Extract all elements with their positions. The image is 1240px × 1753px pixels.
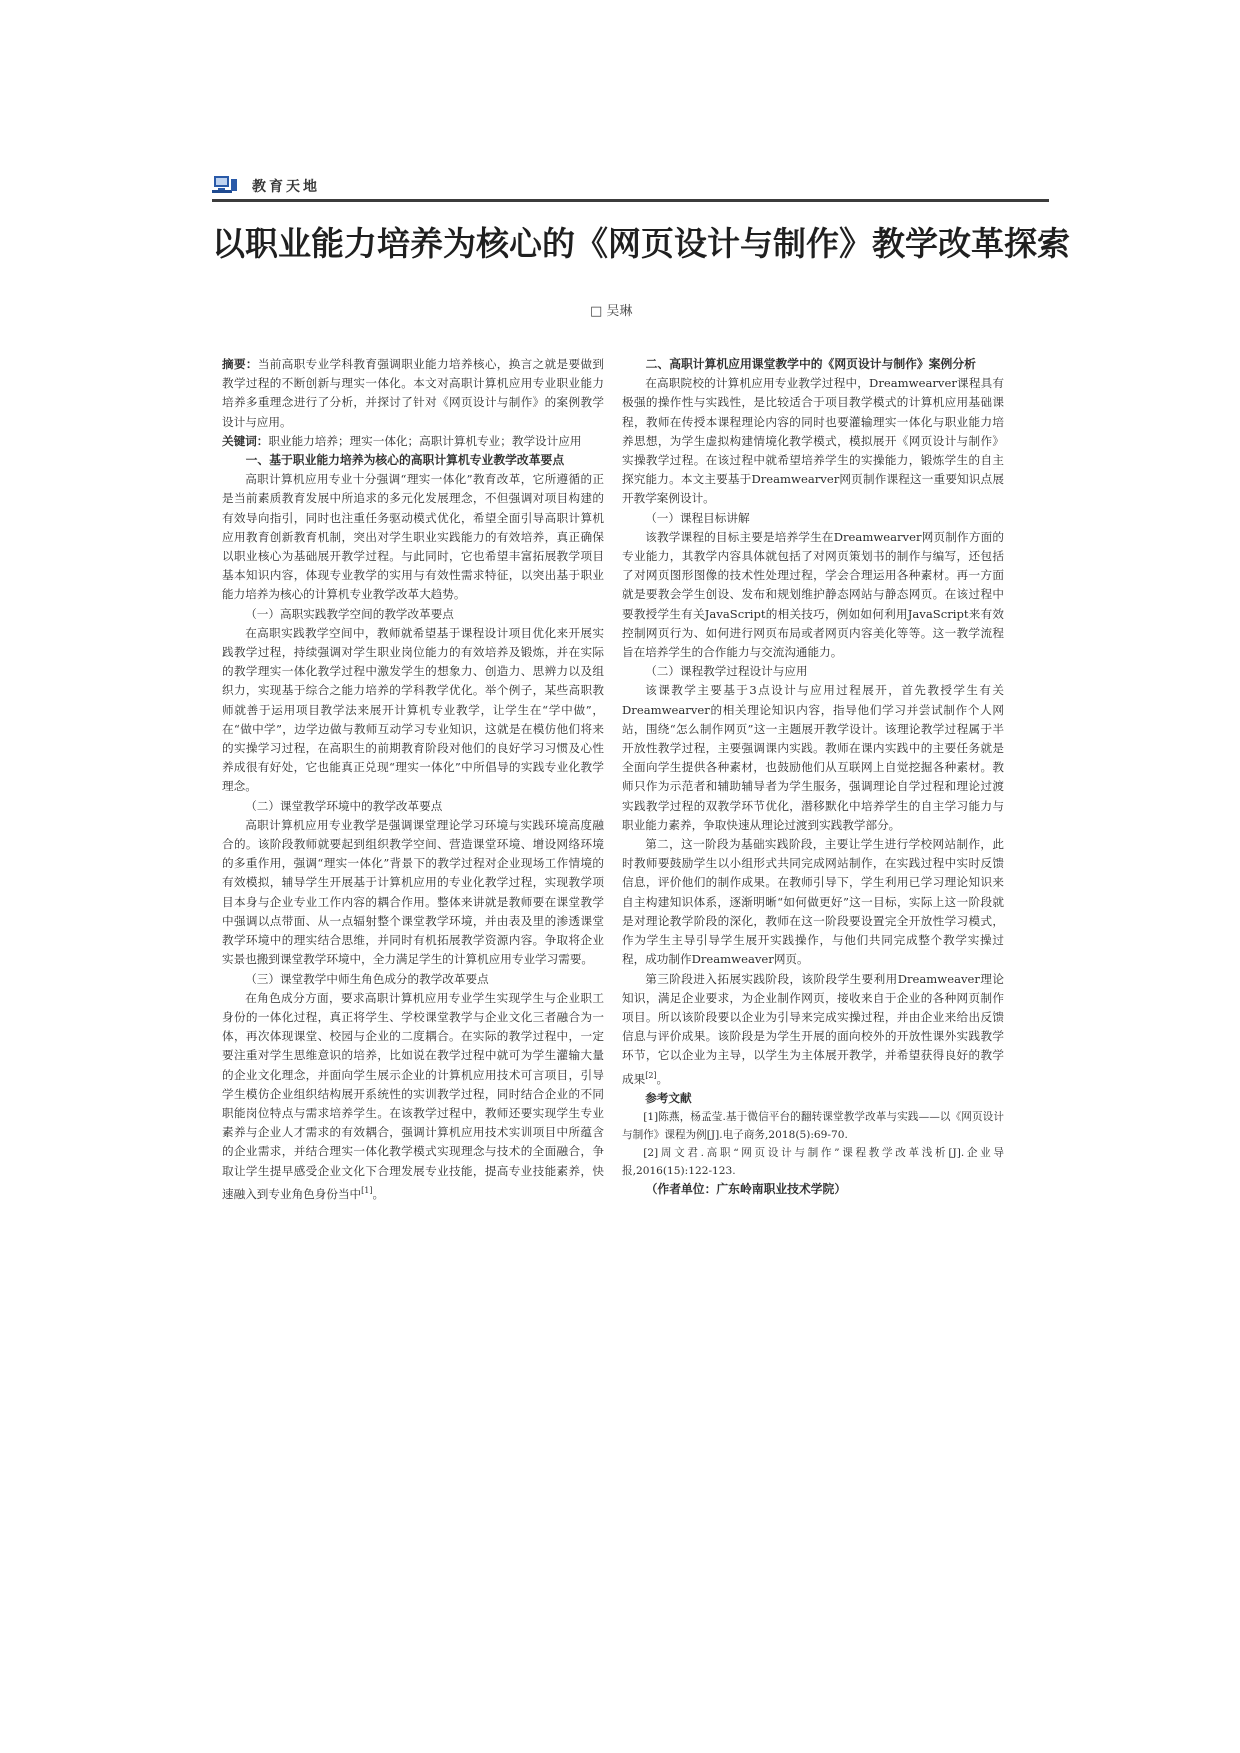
right-column: [622, 355, 1004, 1199]
paragraph: 高职计算机应用专业十分强调“理实一体化”教育改革，它所遵循的正是当前素质教育发展中所追求的多元化发展理念，不但强调对项目构建的有效导向指引，同时也注重任务驱动模式优化，希望全面引导高职计算机应用教育创新教育机制，突出对学生职业实践能力的有效培养，真正确保以职业核心为基础展开教学过程。与此同时，它也希望丰富拓展教学项目基本知识内容，体现专业教学的实用与有效性需求特征，以突出基于职业能力培养为核心的计算机专业教学改革大趋势。: [222, 472, 604, 602]
author: □ 吴琳: [590, 304, 633, 319]
keywords: [222, 432, 604, 451]
paragraph: 第二，这一阶段为基础实践阶段，主要让学生进行学校网站制作，此时教师要鼓励学生以小组形式共同完成网站制作，在实践过程中实时反馈信息，评价他们的制作成果。在教师引导下，学生利用已学习理论知识来自主构建知识体系，逐渐明晰“如何做更好”这一目标，实际上这一阶段就是对理论教学阶段的深化，教师在这一阶段要设置完全开放性学习模式，作为学生主导引导学生展开实践操作，与他们共同完成整个教学实操过程，成功制作Dreamweaver网页。: [622, 837, 1004, 967]
subheading: （二）课堂教学环境中的教学改革要点: [245, 798, 443, 813]
section-label: 教育天地: [252, 179, 320, 195]
references-title: 参考文献: [645, 1090, 692, 1105]
paragraph: 在高职院校的计算机应用专业教学过程中，Dreamwearver课程具有极强的操作性与实践性，是比较适合于项目教学模式的计算机应用基础课程，教师在传授本课程理论内容的同时也要灌输理实一体化与职业能力培养思想，为学生虚拟构建情境化教学模式，模拟展开《网页设计与制作》实操教学过程。在该过程中就希望培养学生的实操能力，锻炼学生的自主探究能力。本文主要基于Dreamwearver网页制作课程这一重要知识点展开教学案例设计。: [622, 376, 1004, 506]
paragraph: 该课教学主要基于3点设计与应用过程展开，首先教授学生有关Dreamwearver的相关理论知识内容，指导他们学习并尝试制作个人网站，围绕“怎么制作网页”这一主题展开教学设计。该理论教学过程属于半开放性教学过程，主要强调课内实践。教师在课内实践中的主要任务就是全面向学生提供各种素材，也鼓励他们从互联网上自觉挖掘各种素材。教师只作为示范者和辅助辅导者为学生服务，强调理论自学过程和理论过渡实践教学过程的双教学环节优化，潜移默化中培养学生的自主学习能力与职业能力素养，争取快速从理论过渡到实践教学部分。: [622, 683, 1004, 832]
abstract-label: 摘要：: [222, 357, 258, 371]
citation: [1]: [361, 1185, 373, 1195]
paragraph: 该教学课程的目标主要是培养学生在Dreamwearver网页制作方面的专业能力，其教学内容具体就包括了对网页策划书的制作与编写，还包括了对网页图形图像的技术性处理过程，学会合理运用各种素材。再一方面就是要教会学生创设、发布和规划维护静态网站与静态网页。在该过程中要教授学生有关JavaScript的相关技巧，例如如何利用JavaScript来有效控制网页行为、如何进行网页布局或者网页内容美化等等。这一教学流程旨在培养学生的合作能力与交流沟通能力。: [622, 529, 1004, 660]
computer-icon: [212, 175, 238, 195]
heading-section-1: 一、基于职业能力培养为核心的高职计算机专业教学改革要点: [245, 453, 565, 468]
paragraph: 高职计算机应用专业教学是强调课堂理论学习环境与实践环境高度融合的。该阶段教师就要起到组织教学空间、营造课堂环境、增设网络环境的多重作用，强调“理实一体化”背景下的教学过程对企业现场工作情境的有效模拟，辅导学生开展基于计算机应用的专业化教学过程，实现教学项目本身与企业专业工作内容的耦合作用。整体来讲就是教师要在课堂教学中强调以点带面、从一点辐射整个课堂教学环境，并由表及里的渗透课堂教学环境中的理实结合思维，并同时有机拓展教学资源内容。争取将企业实景也搬到课堂教学环境中，全力满足学生的计算机应用专业学习需要。: [222, 817, 604, 967]
keywords-text: 职业能力培养；理实一体化；高职计算机专业；教学设计应用: [268, 433, 582, 448]
subheading: （三）课堂教学中师生角色成分的教学改革要点: [245, 971, 489, 986]
citation: [2]: [645, 1070, 657, 1080]
subheading: （一）高职实践教学空间的教学改革要点: [245, 606, 454, 621]
left-column: [222, 355, 604, 1204]
paragraph-end: 。: [372, 1186, 385, 1201]
heading-section-2: 二、高职计算机应用课堂教学中的《网页设计与制作》案例分析: [645, 357, 976, 371]
reference-2: [2]周文君.高职“网页设计与制作”课程教学改革浅析[J].企业导报,2016(15):122-123.: [622, 1146, 1004, 1177]
paragraph-text: 第三阶段进入拓展实践阶段，该阶段学生要利用Dreamweaver理论知识，满足企业要求，为企业制作网页，接收来自于企业的各种网页制作项目。所以该阶段要以企业为引导来完成实操过程，并由企业来给出反馈信息与评价成果。该阶段是为学生开展的面向校外的开放性课外实践教学环节，它以企业为主导，以学生为主体展开教学，并希望获得良好的教学成果: [622, 971, 1004, 1086]
affiliation: （作者单位：广东岭南职业技术学院）: [645, 1181, 847, 1196]
keywords-label: 关键词：: [222, 433, 269, 448]
subheading: （一）课程目标讲解: [645, 510, 750, 525]
paragraph-text: 在角色成分方面，要求高职计算机应用专业学生实现学生与企业职工身份的一体化过程，真正将学生、学校课堂教学与企业文化三者融合为一体，再次体现课堂、校园与企业的二度耦合。在实际的教学过程中，一定要注重对学生思维意识的培养，比如说在教学过程中就可为学生灌输大量的企业文化理念，并面向学生展示企业的计算机应用技术可言项目，引导学生模仿企业组织结构展开系统性的实训教学过程，同时结合企业的不同职能岗位特点与需求培养学生。在该教学过程中，教师还要实现学生专业素养与企业人才需求的有效耦合，强调计算机应用技术实训项目中所蕴含的企业需求，并结合理实一体化教学模式实现理念与技术的全面融合，争取让学生提早感受企业文化下合理发展专业技能，提高专业技能素养，快速融入到专业角色身份当中: [222, 990, 604, 1201]
reference-1: [1]陈燕，杨孟莹.基于微信平台的翻转课堂教学改革与实践——以《网页设计与制作》课程为例[J].电子商务,2018(5):69-70.: [622, 1110, 1004, 1141]
subheading: （二）课程教学过程设计与应用: [645, 664, 808, 679]
page-header: [212, 175, 1049, 202]
paragraph: 在高职实践教学空间中，教师就希望基于课程设计项目优化来开展实践教学过程，持续强调对学生职业岗位能力的有效培养及锻炼，并在实际的教学理实一体化教学过程中激发学生的想象力、创造力、思辨力以及组织力，实现基于综合之能力培养的学科教学优化。举个例子，某些高职教师就善于运用项目教学法来展开计算机专业教学，让学生在“学中做”，在“做中学”，边学边做与教师互动学习专业知识，这就是在模仿他们将来的实操学习过程，在高职生的前期教育阶段对他们的良好学习习惯及心性养成很有好处，它也能真正兑现“理实一体化”中所倡导的实践专业化教学理念。: [222, 625, 604, 794]
article-title: 以职业能力培养为核心的《网页设计与制作》教学改革探索: [212, 224, 1070, 263]
paragraph-end: 。: [656, 1071, 669, 1086]
abstract-text: 当前高职专业学科教育强调职业能力培养核心，换言之就是要做到教学过程的不断创新与理实一体化。本文对高职计算机应用专业职业能力培养多重理念进行了分析，并探讨了针对《网页设计与制作》的案例教学设计与应用。: [222, 357, 604, 429]
paragraph: [622, 970, 1004, 1089]
abstract: [222, 355, 604, 432]
paragraph: [222, 989, 604, 1204]
